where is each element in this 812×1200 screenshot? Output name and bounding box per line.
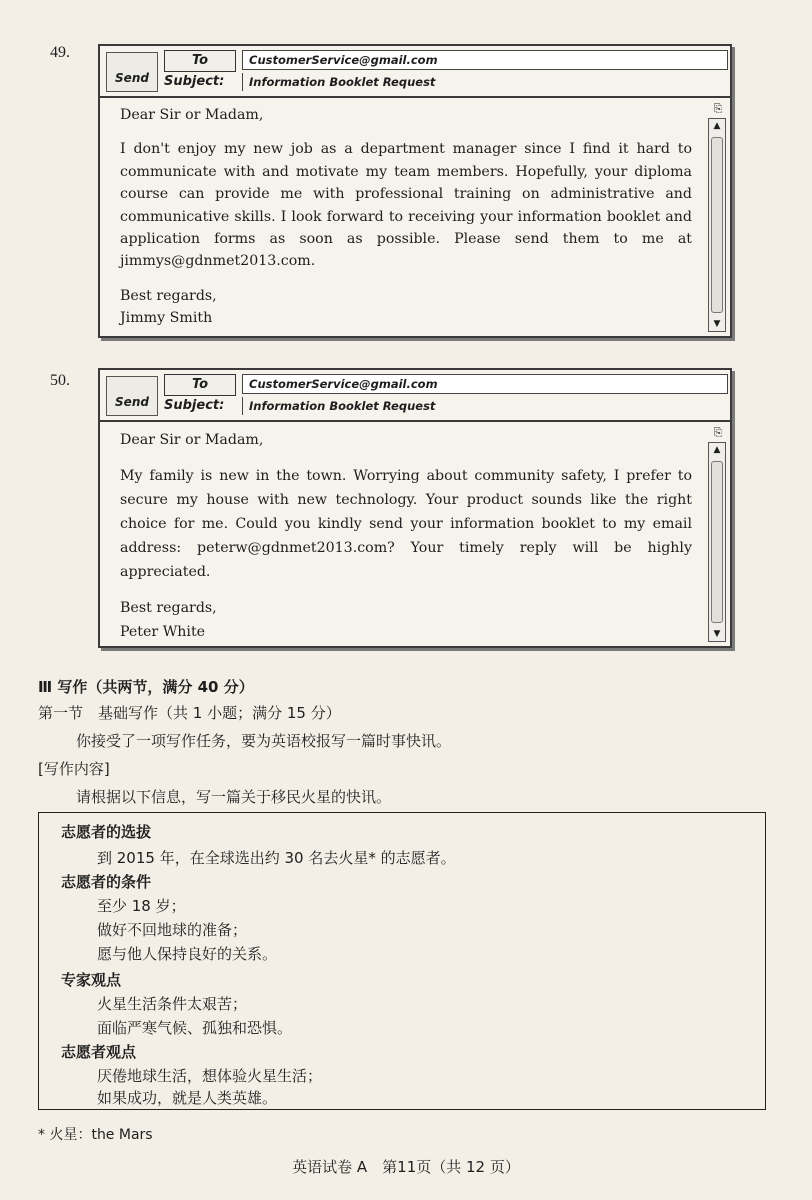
subject-field[interactable]: Information Booklet Request: [242, 397, 727, 415]
email-signature: Jimmy Smith: [120, 310, 213, 327]
selection-detail: 到 2015 年，在全球选出约 30 名去火星* 的志愿者。: [97, 849, 456, 867]
scroll-up-icon[interactable]: ▲: [713, 445, 721, 455]
email-window-50: [98, 368, 732, 648]
scrollbar[interactable]: [708, 442, 726, 642]
to-button[interactable]: To: [164, 50, 236, 72]
email-window-49: [98, 44, 732, 338]
question-number-49: 49.: [50, 44, 70, 61]
page-footer: 英语试卷 A 第11页（共 12 页）: [292, 1158, 520, 1176]
expert-view-2: 面临严寒气候、孤独和恐惧。: [97, 1019, 293, 1037]
email-text: I don't enjoy my new job as a department manager since I find it hard to communicate with and motivate my team members. Hopefully, your diploma course can provide me with professional training on administrative and communicative skills. I look forward to receiving your information booklet and application forms as soon as possible. Please send them to me at jimmys@gdnmet2013.com.: [120, 141, 692, 270]
to-field[interactable]: CustomerService@gmail.com: [242, 50, 728, 70]
email-closing: Best regards,: [120, 600, 217, 616]
subject-field[interactable]: Information Booklet Request: [242, 73, 727, 91]
scroll-thumb[interactable]: [711, 137, 723, 313]
task-description: 你接受了一项写作任务，要为英语校报写一篇时事快讯。: [76, 732, 452, 750]
requirement-age: 至少 18 岁；: [97, 897, 186, 915]
send-button[interactable]: Send: [106, 376, 158, 416]
expert-view-1: 火星生活条件太艰苦；: [97, 995, 248, 1013]
email-body[interactable]: [100, 98, 704, 336]
instruction: 请根据以下信息，写一篇关于移民火星的快讯。: [76, 788, 392, 806]
attachment-icon[interactable]: ⎘: [713, 102, 723, 115]
heading-selection: 志愿者的选拔: [61, 823, 152, 841]
email-closing: Best regards,: [120, 287, 217, 304]
subject-label: Subject:: [164, 74, 225, 89]
scroll-up-icon[interactable]: ▲: [713, 121, 721, 131]
attachment-icon[interactable]: ⎘: [713, 426, 723, 439]
heading-experts: 专家观点: [61, 971, 122, 989]
email-header: [100, 46, 730, 98]
question-number-50: 50.: [50, 372, 70, 389]
email-greeting: Dear Sir or Madam,: [120, 432, 264, 448]
part-title: 第一节 基础写作（共 1 小题；满分 15 分）: [38, 704, 341, 722]
scroll-down-icon[interactable]: ▼: [713, 319, 721, 329]
email-text: My family is new in the town. Worrying about community safety, I prefer to secure my house with new technology. Your product sounds like the right choice for me. Could you kindly send your information booklet to my email address: peterw@gdnmet2013.com? Your timely reply will be highly appreciated.: [120, 468, 692, 580]
scrollbar[interactable]: [708, 118, 726, 332]
requirement-relations: 愿与他人保持良好的关系。: [97, 945, 278, 963]
email-body[interactable]: [100, 422, 704, 650]
content-label: [写作内容]: [38, 760, 110, 778]
scroll-down-icon[interactable]: ▼: [713, 629, 721, 639]
footnote: * 火星：the Mars: [38, 1127, 153, 1143]
section-title: Ⅲ 写作（共两节，满分 40 分）: [38, 678, 254, 696]
heading-volunteers: 志愿者观点: [61, 1043, 137, 1061]
volunteer-view-2: 如果成功，就是人类英雄。: [97, 1089, 278, 1107]
volunteer-view-1: 厌倦地球生活，想体验火星生活；: [97, 1067, 323, 1085]
email-greeting: Dear Sir or Madam,: [120, 107, 264, 123]
scroll-thumb[interactable]: [711, 461, 723, 623]
email-signature: Peter White: [120, 624, 206, 640]
heading-requirements: 志愿者的条件: [61, 873, 152, 891]
send-button[interactable]: Send: [106, 52, 158, 92]
subject-label: Subject:: [164, 398, 225, 413]
to-field[interactable]: CustomerService@gmail.com: [242, 374, 728, 394]
to-button[interactable]: To: [164, 374, 236, 396]
requirement-no-return: 做好不回地球的准备；: [97, 921, 248, 939]
email-header: [100, 370, 730, 422]
info-box: [38, 812, 766, 1110]
